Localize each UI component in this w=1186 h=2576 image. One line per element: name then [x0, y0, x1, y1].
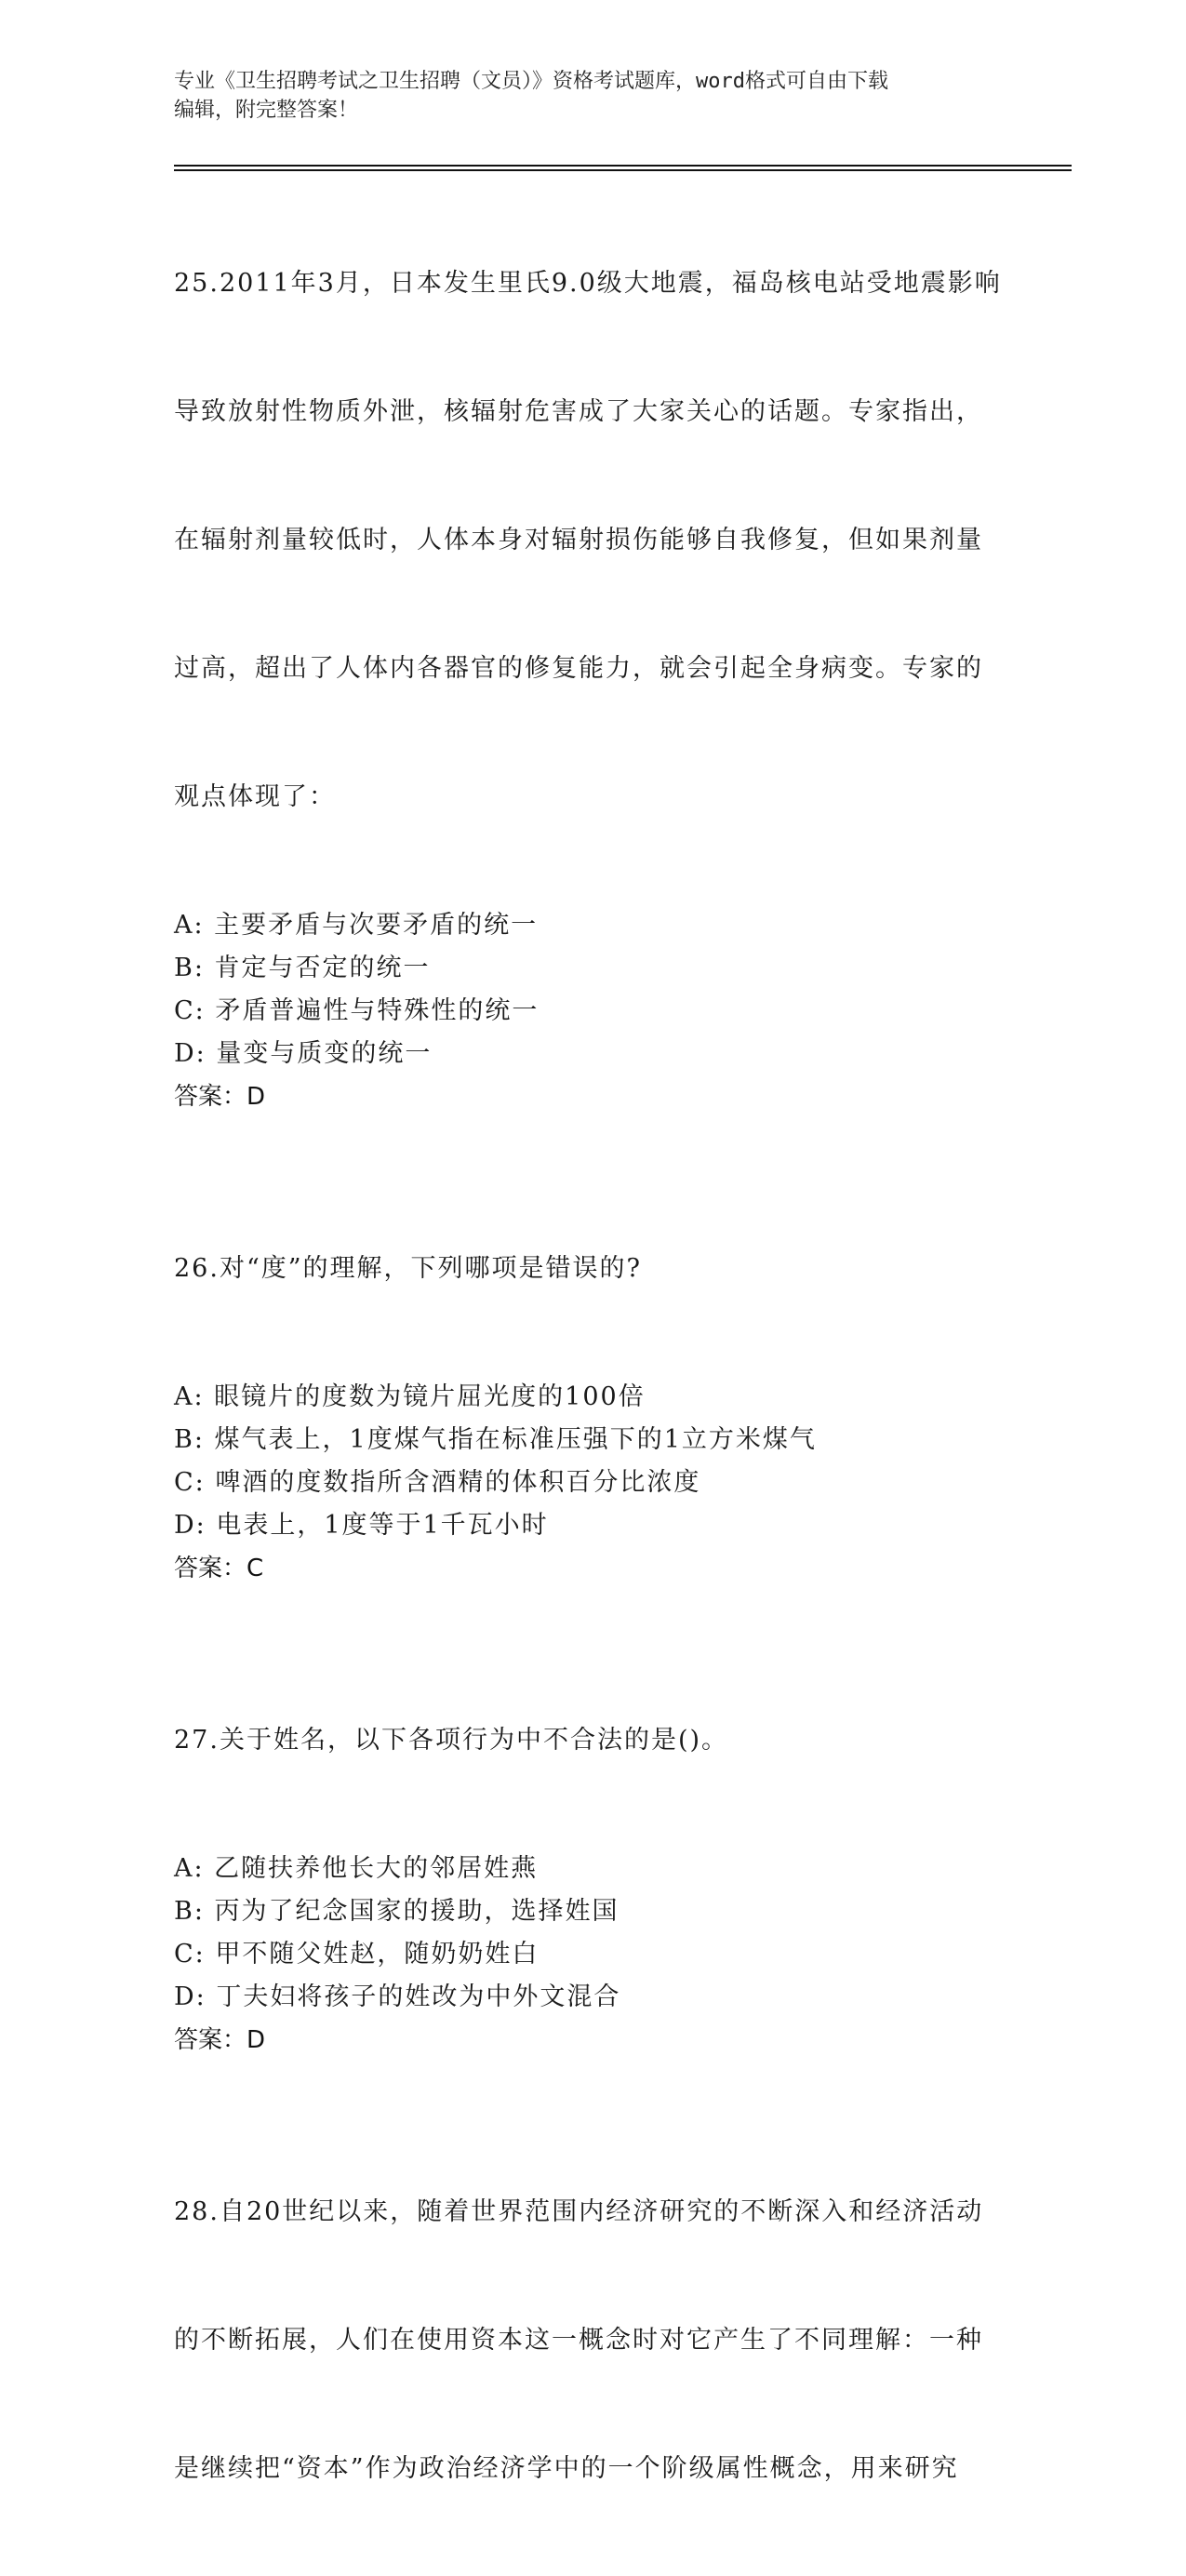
header-divider-top: [174, 165, 1072, 167]
question-text: [174, 1162, 1011, 1376]
question-25: [174, 177, 1011, 1118]
document-header: [174, 67, 993, 125]
question-line: 是继续把“资本”作为政治经济学中的一个阶级属性概念，用来研究: [174, 2454, 959, 2483]
question-line: 26.对“度”的理解，下列哪项是错误的?: [174, 1254, 643, 1283]
question-28: [174, 2105, 1011, 2576]
header-line-2: 编辑，附完整答案！: [174, 99, 359, 122]
option-a: A: 主要矛盾与次要矛盾的统一: [174, 911, 539, 940]
option-c: C: 甲不随父姓赵，随奶奶姓白: [174, 1940, 540, 1969]
option-c: C: 矛盾普遍性与特殊性的统一: [174, 996, 540, 1025]
option-b: B: 煤气表上，1度煤气指在标准压强下的1立方米煤气: [174, 1425, 817, 1454]
option-b: B: 肯定与否定的统一: [174, 954, 431, 982]
question-line: 过高，超出了人体内各器官的修复能力，就会引起全身病变。专家的: [174, 654, 983, 683]
question-line: 导致放射性物质外泄，核辐射危害成了大家关心的话题。专家指出，: [174, 397, 983, 426]
option-d: D: 丁夫妇将孩子的姓改为中外文混合: [174, 1982, 621, 2011]
question-line: 25.2011年3月，日本发生里氏9.0级大地震，福岛核电站受地震影响: [174, 269, 1002, 298]
question-line: 在辐射剂量较低时，人体本身对辐射损伤能够自我修复，但如果剂量: [174, 526, 983, 554]
header-line-1: 专业《卫生招聘考试之卫生招聘（文员）》资格考试题库，word格式可自由下载: [174, 70, 888, 93]
answer: 答案：D: [174, 1083, 266, 1111]
option-b: B: 丙为了纪念国家的援助，选择姓国: [174, 1897, 620, 1926]
question-27: [174, 1634, 1011, 2062]
option-d: D: 电表上，1度等于1千瓦小时: [174, 1511, 549, 1540]
question-text: [174, 177, 1011, 904]
question-line: 的不断拓展，人们在使用资本这一概念时对它产生了不同理解：一种: [174, 2326, 983, 2355]
header-divider-bottom: [174, 169, 1072, 171]
question-line: 观点体现了：: [174, 782, 336, 811]
question-26: [174, 1162, 1011, 1590]
question-line: 28.自20世纪以来，随着世界范围内经济研究的不断深入和经济活动: [174, 2197, 984, 2226]
answer: 答案：D: [174, 2026, 266, 2054]
question-text: [174, 2105, 1011, 2576]
option-c: C: 啤酒的度数指所含酒精的体积百分比浓度: [174, 1468, 701, 1497]
option-a: A: 眼镜片的度数为镜片屈光度的100倍: [174, 1382, 646, 1411]
question-line: 27.关于姓名，以下各项行为中不合法的是()。: [174, 1726, 729, 1755]
question-list: [174, 177, 1011, 2576]
option-d: D: 量变与质变的统一: [174, 1039, 433, 1068]
answer: 答案：C: [174, 1555, 264, 1582]
question-text: [174, 1634, 1011, 1848]
option-a: A: 乙随扶养他长大的邻居姓燕: [174, 1854, 539, 1883]
